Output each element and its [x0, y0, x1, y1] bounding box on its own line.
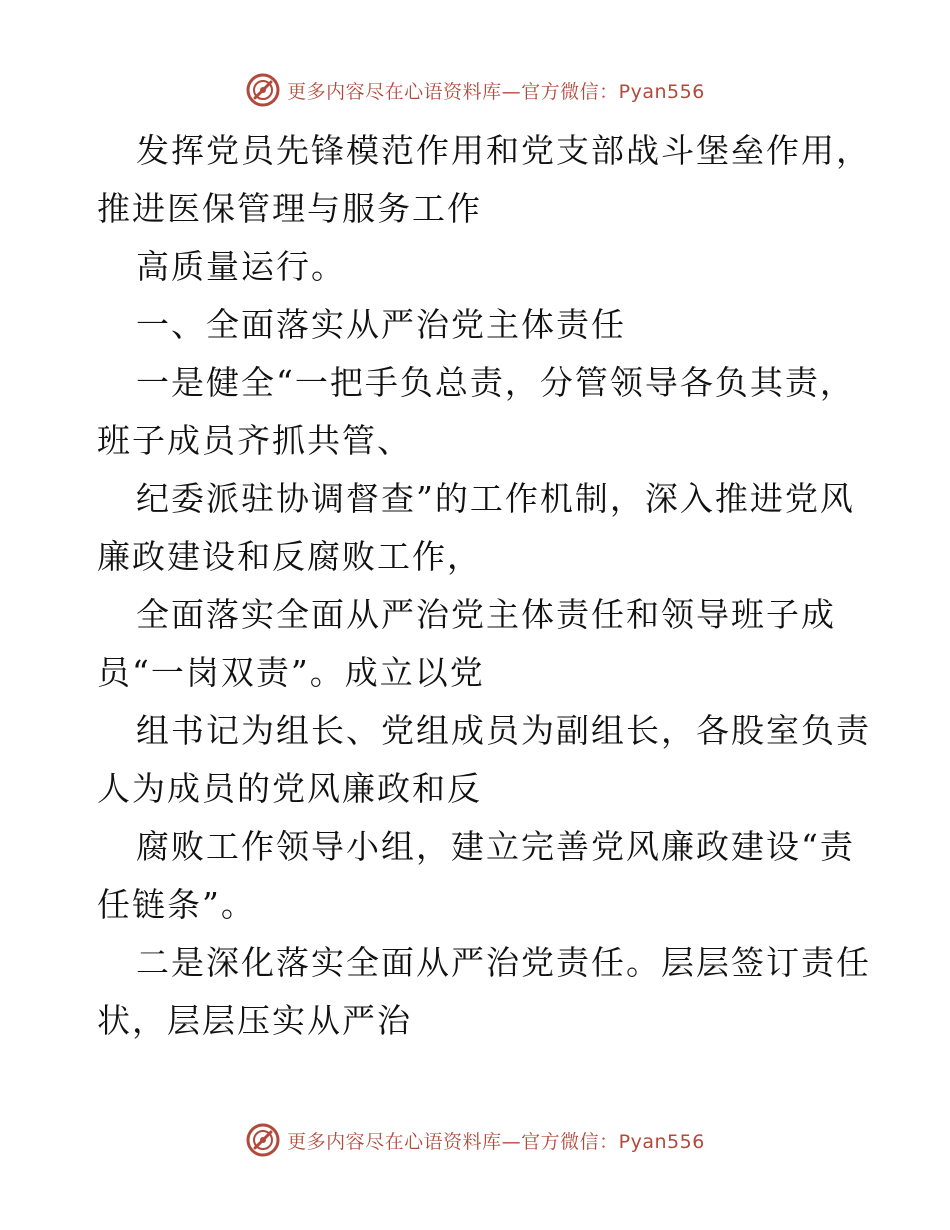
text-line: 状，层层压实从严治: [97, 1001, 412, 1040]
text-line: 发挥党员先锋模范作用和党支部战斗堡垒作用，: [136, 131, 871, 170]
footer-banner-text: 更多内容尽在心语资料库—官方微信：Pyan556: [287, 1130, 705, 1153]
logo-icon: [245, 1122, 281, 1158]
header-banner-text: 更多内容尽在心语资料库—官方微信：Pyan556: [287, 80, 705, 103]
text-line: 纪委派驻协调督查”的工作机制，深入推进党风: [136, 479, 855, 518]
text-line: 一是健全“一把手负总责，分管领导各负其责，: [136, 363, 855, 402]
text-line: 腐败工作领导小组，建立完善党风廉政建设“责: [136, 827, 855, 866]
text-line: 员“一岗双责”。成立以党: [97, 653, 485, 692]
text-line: 廉政建设和反腐败工作，: [97, 537, 482, 576]
header-banner: [0, 70, 950, 110]
text-line: 全面落实全面从严治党主体责任和领导班子成: [136, 595, 836, 634]
footer-banner: [0, 1120, 950, 1160]
text-line: 推进医保管理与服务工作: [97, 189, 482, 228]
text-line: 班子成员齐抓共管、: [97, 421, 412, 460]
text-line: 组书记为组长、党组成员为副组长，各股室负责: [136, 711, 871, 750]
logo-icon: [245, 72, 281, 108]
document-body: [97, 122, 871, 1050]
text-line: 二是深化落实全面从严治党责任。层层签订责任: [136, 943, 871, 982]
text-line: 高质量运行。: [136, 247, 346, 286]
text-line: 一、全面落实从严治党主体责任: [136, 305, 626, 344]
text-line: 人为成员的党风廉政和反: [97, 769, 482, 808]
text-line: 任链条”。: [97, 885, 256, 924]
